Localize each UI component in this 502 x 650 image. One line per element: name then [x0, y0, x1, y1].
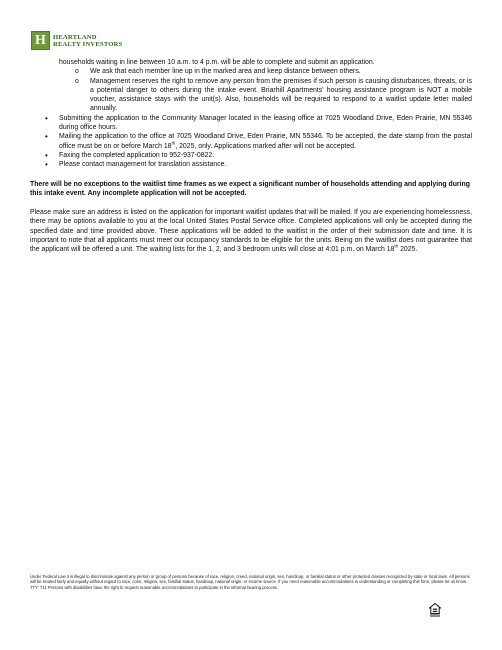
closing-text-end: 2025. [398, 246, 418, 254]
closing-paragraph [30, 208, 472, 254]
closing-text: Please make sure an address is listed on the application for important waitlist updates that will be mailed. If you are experiencing homelessness, there may be options available to you at the local United States Postal Service office. Completed applications will only be accepted during the specified date and time provided above. These applications will be added to the waitlist in the order of their submission date and time. It is important to note that all applicants must meet our occupancy standards to be eligible for the units. Being on the waitlist does not guarantee that the applicant will be offered a unit. The waiting lists for the 1, 2, and 3 bedroom units will close at 4:01 p.m. on March 18 [30, 209, 472, 254]
bullet-translation: • Please contact management for translation assistance. [59, 160, 472, 169]
bullet-mail [59, 132, 472, 151]
document-body [30, 58, 472, 255]
logo-line-1: HEARTLAND [53, 33, 97, 41]
no-exceptions-notice: There will be no exceptions to the waitlist time frames as we expect a significant number of households attending and applying during this intake event. Any incomplete application will not be accepted. [30, 180, 470, 197]
fair-housing-disclaimer: Under Federal Law it is illegal to discriminate against any person or group of persons because of race, religion, creed, national origin, sex, handicap, or familial status or other protected classes recognized by state or local laws. All persons will be treated fairly and equally without regard to race, color, religion, sex, familial status, handicap, national origin, or income source. If you need reasonable accommodations in understanding or completing this form, please let us know. TTY: 711 Persons with disabilities have the right to request reasonable accommodations to participate in the informal hearing process. [30, 574, 470, 590]
closing-date-suffix: th [394, 244, 399, 250]
equal-housing-opportunity-icon [429, 603, 441, 617]
sub-bullet-line-up: o We ask that each member line up in the marked area and keep distance between others. [90, 67, 472, 76]
mail-text: Mailing the application to the office at 7025 Woodland Drive, Eden Prairie, MN 55346. To be accepted, the date stamp from the postal office must be on or before March 18 [59, 133, 472, 150]
sub-bullet-management-rights: o Management reserves the right to remove any person from the premises if such person is causing disturbances, threats, or is a potential danger to others during the intake event. Briarhill Apartments' housing assistance program is NOT a mobile voucher, assistance stays with the unit(s). Also, households will be required to respond to a waitlist update letter mailed annually. [90, 77, 472, 114]
logo-line-2: REALTY INVESTORS [53, 40, 123, 48]
intro-continuation: households waiting in line between 10 a.m. to 4 p.m. will be able to complete and submit an application. [59, 59, 375, 66]
company-logo [31, 31, 122, 50]
logo-mark: H [31, 31, 50, 50]
sub-bullet-list [30, 67, 472, 113]
logo-wordmark [53, 34, 122, 48]
mail-text-end: , 2025, only. Applications marked after will not be accepted. [175, 142, 356, 150]
bullet-submit-in-person: • Submitting the application to the Community Manager located in the leasing office at 7025 Woodland Drive, Eden Prairie, MN 55346 during office hours. [59, 114, 472, 133]
submission-methods-list [30, 114, 472, 170]
mail-date-suffix: th [171, 140, 176, 146]
bullet-fax: • Faxing the completed application to 952-937-0822. [59, 151, 472, 160]
